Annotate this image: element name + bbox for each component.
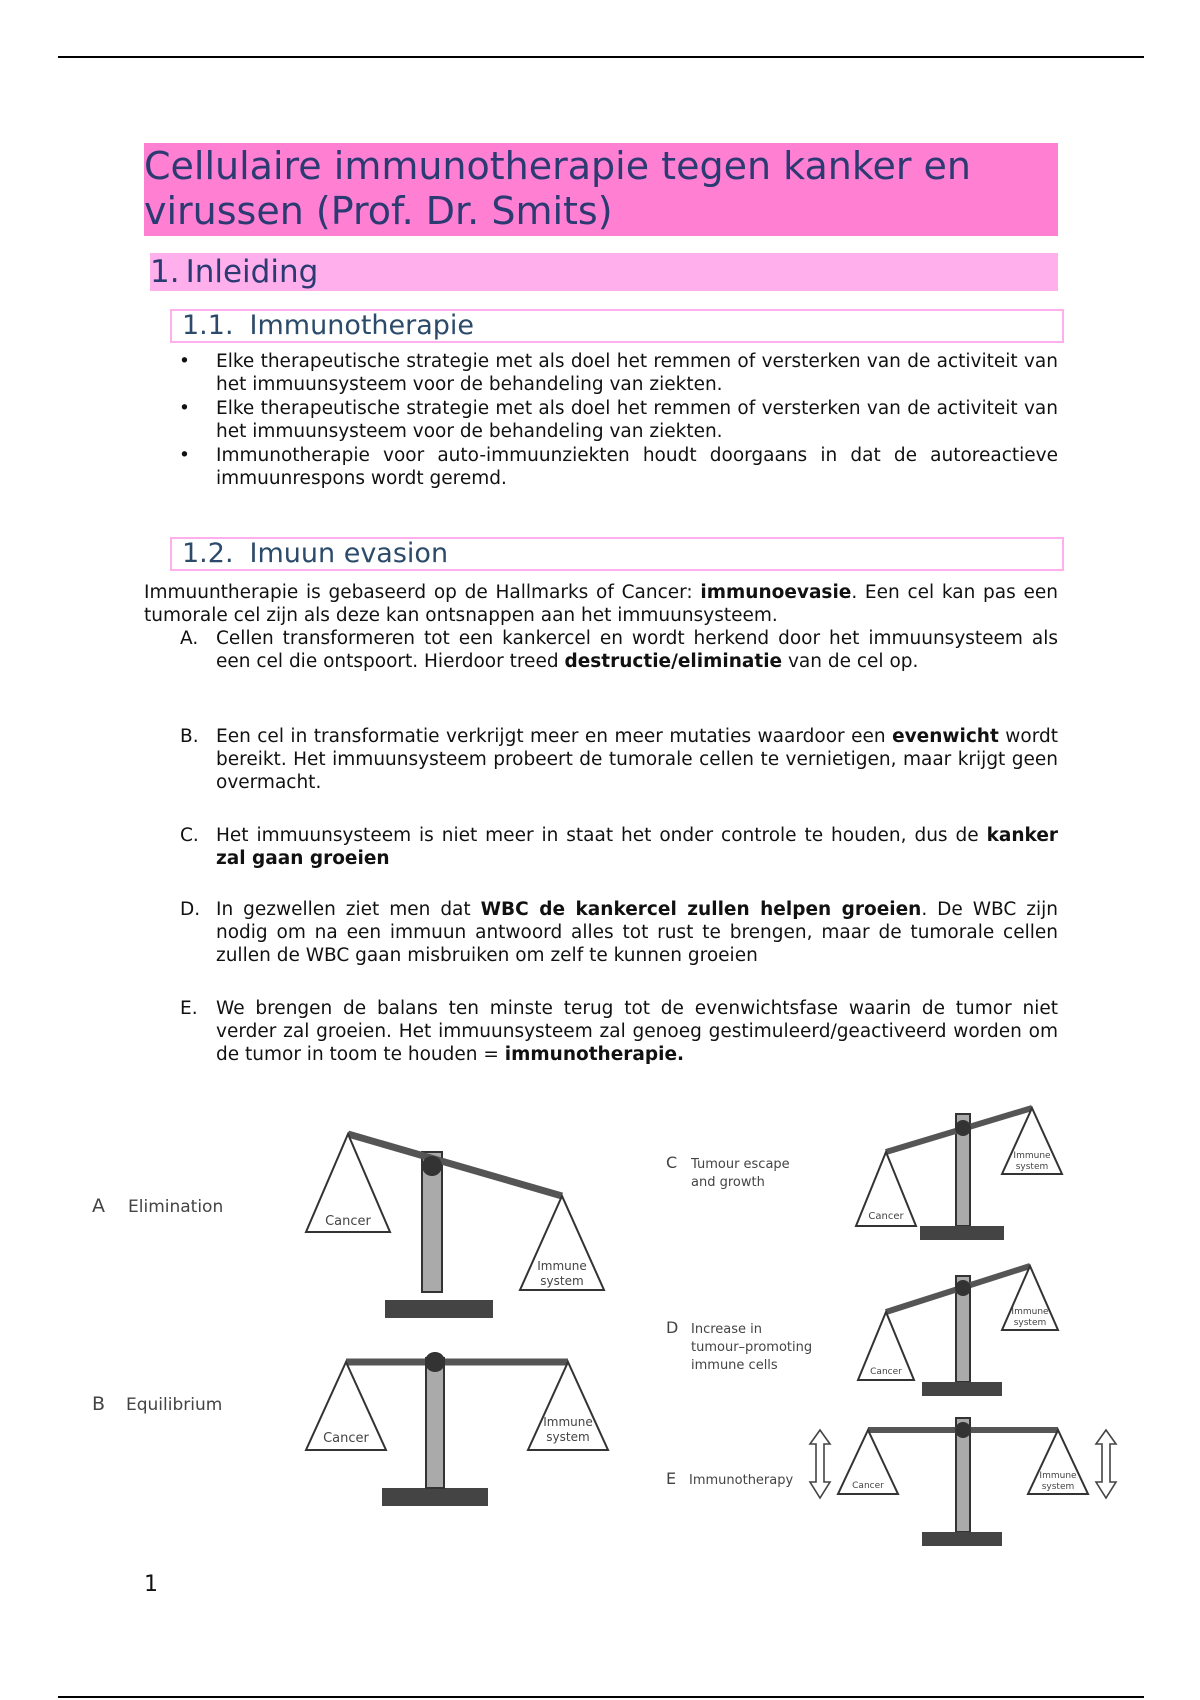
panel-c-label-1: Tumour escape [691, 1157, 790, 1172]
panel-c-immune-label-2: system [1015, 1162, 1049, 1172]
panel-d-immune-label-2: system [1013, 1318, 1047, 1328]
panel-b-cancer-label: Cancer [323, 1431, 369, 1446]
item-text: Cellen transformeren tot een kankercel en wordt herkend door het immuunsysteem als een cel die ontspoort. Hierdoor treed [216, 628, 1058, 672]
panel-b-immune-label-1: Immune [543, 1415, 593, 1429]
item-text-end: van de cel op. [782, 651, 919, 672]
evasion-intro [144, 581, 1058, 627]
panel-e-balance [666, 1418, 1116, 1546]
panel-b-label: Equilibrium [126, 1395, 223, 1415]
panel-e-immune-label-2: system [1041, 1482, 1075, 1492]
phase-item-a [176, 627, 1058, 673]
panel-a-letter: A [92, 1195, 105, 1217]
panel-e-cancer-label: Cancer [852, 1481, 884, 1491]
panel-e-immune-label-1: Immune [1039, 1471, 1077, 1481]
intro-bold: immunoevasie [700, 582, 852, 603]
panel-c-label-2: and growth [691, 1175, 765, 1190]
item-text-end: . De WBC zijn nodig om na een immuun antwoord alles tot rust te brengen, maar de tumorale cellen zullen de WBC gaan misbruiken om zelf te kunnen groeien [216, 899, 1058, 966]
bullet-item: • Elke therapeutische strategie met als doel het remmen of versterken van de activiteit van het immuunsysteem voor de behandeling van ziekten. [176, 397, 1058, 443]
item-bold: kanker zal gaan groeien [216, 825, 1058, 869]
panel-c-balance [666, 1108, 1062, 1240]
bullet-item: • Elke therapeutische strategie met als doel het remmen of versterken van de activiteit van het immuunsysteem voor de behandeling van ziekten. [176, 350, 1058, 396]
panel-c-immune-label-1: Immune [1013, 1151, 1051, 1161]
title-line-2: virussen (Prof. Dr. Smits) [144, 189, 613, 233]
phase-item-e [176, 997, 1058, 1066]
page-number: 1 [144, 1572, 158, 1597]
panel-d-label-1: Increase in [691, 1322, 762, 1337]
document-title [144, 143, 1058, 236]
up-down-arrow-icon [810, 1430, 830, 1498]
panel-a-label: Elimination [128, 1197, 224, 1217]
panel-b-balance [92, 1352, 608, 1506]
subsection-1-2-number: 1.2. [182, 538, 234, 569]
item-text: Een cel in transformatie verkrijgt meer en meer mutaties waardoor een [216, 726, 893, 747]
panel-d-cancer-label: Cancer [870, 1367, 902, 1377]
panel-c-cancer-label: Cancer [868, 1211, 904, 1222]
panel-a-cancer-label: Cancer [325, 1214, 371, 1229]
panel-b-immune-label-2: system [546, 1430, 590, 1444]
panel-b-letter: B [92, 1393, 106, 1415]
up-down-arrow-icon [1096, 1430, 1116, 1498]
item-bold: WBC de kankercel zullen helpen groeien [480, 899, 922, 920]
item-bold: destructie/eliminatie [564, 651, 783, 672]
item-text-end: wordt bereikt. Het immuunsysteem probeert de tumorale cellen te vernietigen, maar krijgt geen overmacht. [216, 726, 1059, 793]
section-1-number: 1. [150, 254, 180, 290]
intro-text: Immuuntherapie is gebaseerd op de Hallmarks of Cancer: [144, 582, 701, 603]
panel-d-balance [666, 1266, 1058, 1396]
section-1-heading [150, 253, 1058, 291]
panel-e-letter: E [666, 1469, 677, 1488]
immunoediting-balance-figure [80, 1090, 1120, 1550]
subsection-1-1-number: 1.1. [182, 310, 234, 341]
subsection-1-2-title: Imuun evasion [249, 538, 449, 569]
item-bold: immunotherapie. [504, 1044, 685, 1065]
item-text: In gezwellen ziet men dat [216, 899, 481, 920]
immunotherapy-bullet-list [176, 350, 1058, 491]
item-letter: B. [180, 726, 199, 747]
panel-a-balance [92, 1091, 604, 1318]
subsection-1-2-heading [170, 537, 1064, 571]
panel-d-letter: D [666, 1318, 679, 1337]
section-1-title: Inleiding [185, 254, 319, 290]
phase-item-b [176, 725, 1058, 794]
title-line-1: Cellulaire immunotherapie tegen kanker en [144, 144, 972, 188]
intro-text-end: . Een cel kan pas een tumorale cel zijn als deze kan ontsnappen aan het immuunsysteem. [144, 582, 1058, 626]
panel-d-immune-label-1: Immune [1011, 1307, 1049, 1317]
bullet-item: • Immunotherapie voor auto-immuunziekten houdt doorgaans in dat de autoreactieve immuunrespons wordt geremd. [176, 444, 1058, 490]
top-rule [58, 56, 1144, 58]
subsection-1-1-heading [170, 309, 1064, 343]
bottom-rule [58, 1696, 1144, 1698]
item-text: Het immuunsysteem is niet meer in staat het onder controle te houden, dus de [216, 825, 987, 846]
panel-e-label: Immunotherapy [689, 1473, 794, 1488]
panel-d-label-2: tumour–promoting [691, 1340, 813, 1355]
item-letter: E. [180, 998, 198, 1019]
panel-a-immune-label-1: Immune [537, 1259, 587, 1273]
subsection-1-1-title: Immunotherapie [249, 310, 475, 341]
item-bold: evenwicht [892, 726, 999, 747]
panel-d-label-3: immune cells [691, 1358, 778, 1373]
item-letter: D. [180, 899, 201, 920]
panel-a-immune-label-2: system [540, 1274, 584, 1288]
panel-c-letter: C [666, 1153, 678, 1172]
item-letter: C. [180, 825, 199, 846]
item-letter: A. [180, 628, 199, 649]
phase-item-c [176, 824, 1058, 870]
phase-item-d [176, 898, 1058, 967]
item-text: We brengen de balans ten minste terug tot de evenwichtsfase waarin de tumor niet verder zal groeien. Het immuunsysteem zal genoeg gestimuleerd/geactiveerd worden om de tumor in toom te houden = [216, 998, 1058, 1065]
